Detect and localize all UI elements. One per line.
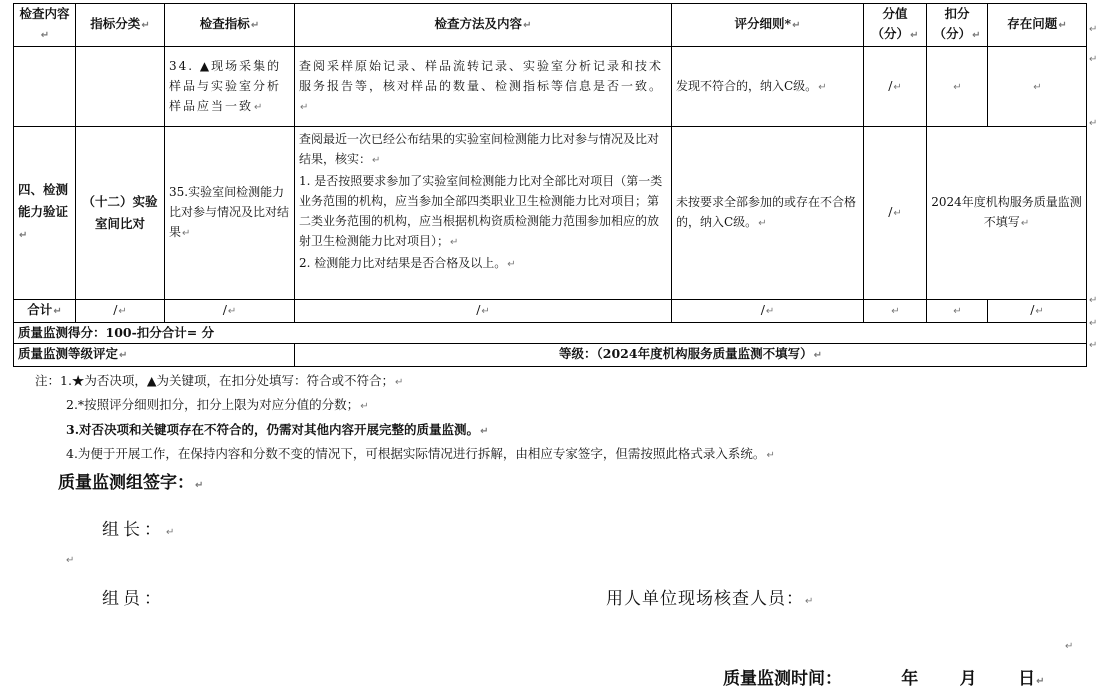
- total-method: /↵: [295, 300, 672, 323]
- paragraph-mark: ↵: [1089, 118, 1098, 129]
- paragraph-mark: ↵: [1089, 340, 1098, 351]
- row35-method-item1: 1. 是否按照要求参加了实验室间检测能力比对全部比对项目（第一类业务范围的机构，应当参加全部四类职业卫生检测能力比对项目；第二类业务范围的机构，应当根据机构资质检测能力范围参加相应的放射卫生检测能力比对项目）；↵: [299, 174, 663, 248]
- notes-section: [35, 370, 775, 467]
- row35-method: [295, 127, 672, 300]
- header-rule: 评分细则*↵: [672, 4, 864, 47]
- header-deduction: 扣分（分）↵: [927, 4, 988, 47]
- total-rule: /↵: [672, 300, 864, 323]
- header-content: 检查内容↵: [14, 4, 76, 47]
- signature-leader: 组长：↵: [102, 520, 179, 540]
- total-label: 合计↵: [14, 300, 76, 323]
- total-row: [14, 300, 1087, 323]
- row34-method: 查阅采样原始记录、样品流转记录、实验室分析记录和技术服务报告等，核对样品的数量、检测指标等信息是否一致。↵: [295, 47, 672, 127]
- blank-line-mark: ↵: [66, 555, 75, 566]
- month-label: 月: [959, 669, 977, 689]
- day-label: 日: [1018, 669, 1036, 689]
- row35-score: /↵: [864, 127, 927, 300]
- note-4: 4.为便于开展工作，在保持内容和分数不变的情况下，可根据实际情况进行拆解，由相应专家签字，但需按照此格式录入系统。↵: [66, 445, 775, 461]
- row34-rule: 发现不符合的，纳入C级。↵: [672, 47, 864, 127]
- row34-indicator: 34. ▲现场采集的样品与实验室分析样品应当一致↵: [165, 47, 295, 127]
- grade-row: [14, 344, 1087, 367]
- header-category: 指标分类↵: [76, 4, 165, 47]
- blank-line-mark: ↵: [1065, 641, 1074, 652]
- total-indicator: /↵: [165, 300, 295, 323]
- row34-content-cell: [14, 47, 76, 127]
- grade-label: 质量监测等级评定↵: [14, 344, 295, 367]
- grade-value: 等级：（2024年度机构服务质量监测不填写）↵: [295, 344, 1087, 367]
- total-deduction: ↵: [927, 300, 988, 323]
- inspection-table: [13, 3, 1087, 367]
- table-row-35: [14, 127, 1087, 300]
- header-indicator: 检查指标↵: [165, 4, 295, 47]
- total-problem: /↵: [988, 300, 1087, 323]
- row35-content: 四、检测能力验证↵: [14, 127, 76, 300]
- header-problem: 存在问题↵: [988, 4, 1087, 47]
- note-1: 注：1.★为否决项，▲为关键项，在扣分处填写：符合或不符合；↵: [35, 373, 404, 388]
- row34-deduction: ↵: [927, 47, 988, 127]
- score-formula: 质量监测得分：100-扣分合计= 分: [14, 323, 1087, 344]
- table-row-34: [14, 47, 1087, 127]
- row35-indicator: 35.实验室间检测能力比对参与情况及比对结果↵: [165, 127, 295, 300]
- row34-problem: ↵: [988, 47, 1087, 127]
- header-method: 检查方法及内容↵: [295, 4, 672, 47]
- note-2: 2.*按照评分细则扣分，扣分上限为对应分值的分数；↵: [66, 397, 369, 413]
- row34-category-cell: [76, 47, 165, 127]
- signature-title: 质量监测组签字：↵: [58, 473, 204, 493]
- paragraph-mark: ↵: [1089, 54, 1098, 65]
- table-header-row: [14, 4, 1087, 47]
- note-3: 3.对否决项和关键项存在不符合的，仍需对其他内容开展完整的质量监测。↵: [66, 421, 489, 437]
- signature-member: 组员：: [102, 589, 165, 609]
- paragraph-mark: ↵: [1089, 24, 1098, 35]
- row35-method-intro: 查阅最近一次已经公布结果的实验室间检测能力比对参与情况及比对结果，核实：↵: [299, 132, 660, 166]
- row34-score: /↵: [864, 47, 927, 127]
- row35-method-item2: 2. 检测能力比对结果是否合格及以上。↵: [299, 256, 516, 270]
- total-score: ↵: [864, 300, 927, 323]
- header-score: 分值（分）↵: [864, 4, 927, 47]
- year-label: 年: [901, 669, 919, 689]
- row35-category: （十二）实验室间比对: [76, 127, 165, 300]
- score-row: [14, 323, 1087, 344]
- paragraph-mark: ↵: [1089, 318, 1098, 329]
- signature-site-inspector: 用人单位现场核查人员：↵: [606, 589, 815, 609]
- row35-problem: 2024年度机构服务质量监测不填写↵: [927, 127, 1087, 300]
- paragraph-mark: ↵: [1089, 295, 1098, 306]
- row35-rule: 未按要求全部参加的或存在不合格的，纳入C级。↵: [672, 127, 864, 300]
- monitoring-time: 质量监测时间： 年 月 日↵: [723, 669, 1045, 689]
- total-category: /↵: [76, 300, 165, 323]
